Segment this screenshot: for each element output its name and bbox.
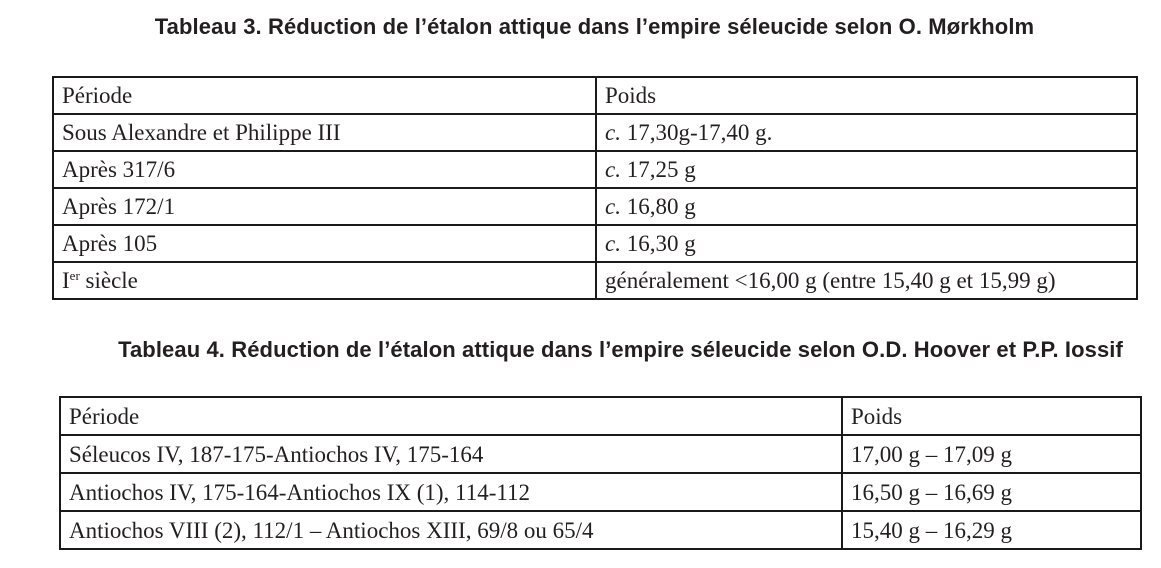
table-header-row [60, 397, 1141, 435]
table-row [60, 435, 1141, 473]
circa-abbrev: c. [605, 156, 621, 182]
period-cell: Après 105 [53, 225, 596, 262]
period-cell: Après 317/6 [53, 151, 596, 188]
table-row [53, 225, 1137, 262]
century-word: siècle [79, 267, 138, 293]
weight-cell [596, 114, 1137, 151]
table-row [60, 473, 1141, 511]
weight-cell: 15,40 g – 16,29 g [842, 511, 1141, 549]
table-hoover-iossif [59, 396, 1142, 550]
period-cell: Séleucos IV, 187-175-Antiochos IV, 175-164 [60, 435, 842, 473]
period-cell [53, 262, 596, 299]
ordinal-suffix: er [69, 267, 80, 283]
circa-abbrev: c. [605, 230, 621, 256]
table-morkholm [52, 76, 1138, 300]
weight-value: 17,30g-17,40 g. [620, 119, 773, 145]
weight-value: 16,80 g [620, 193, 696, 219]
weight-cell [596, 225, 1137, 262]
weight-cell: 16,50 g – 16,69 g [842, 473, 1141, 511]
period-cell: Sous Alexandre et Philippe III [53, 114, 596, 151]
table-3-caption: Tableau 3. Réduction de l’étalon attique dans l’empire séleucide selon O. Mørkholm [154, 14, 1035, 39]
weight-value: 17,25 g [620, 156, 696, 182]
weight-cell [596, 188, 1137, 225]
table-row [53, 114, 1137, 151]
table-row [53, 151, 1137, 188]
period-cell: Après 172/1 [53, 188, 596, 225]
header-periode: Période [60, 397, 842, 435]
circa-abbrev: c. [605, 193, 621, 219]
weight-cell [596, 151, 1137, 188]
header-periode: Période [53, 77, 596, 114]
header-poids: Poids [596, 77, 1137, 114]
period-cell: Antiochos VIII (2), 112/1 – Antiochos XIII, 69/8 ou 65/4 [60, 511, 842, 549]
table-header-row [53, 77, 1137, 114]
weight-cell: généralement <16,00 g (entre 15,40 g et 15,99 g) [596, 262, 1137, 299]
weight-value: 16,30 g [620, 230, 696, 256]
circa-abbrev: c. [605, 119, 621, 145]
table-row [60, 511, 1141, 549]
century-numeral: I [62, 267, 70, 293]
header-poids: Poids [842, 397, 1141, 435]
period-cell: Antiochos IV, 175-164-Antiochos IX (1), 114-112 [60, 473, 842, 511]
weight-cell: 17,00 g – 17,09 g [842, 435, 1141, 473]
table-row [53, 188, 1137, 225]
table-4-caption: Tableau 4. Réduction de l’étalon attique dans l’empire séleucide selon O.D. Hoover et P.P. Iossif [118, 337, 1123, 362]
table-row [53, 262, 1137, 299]
